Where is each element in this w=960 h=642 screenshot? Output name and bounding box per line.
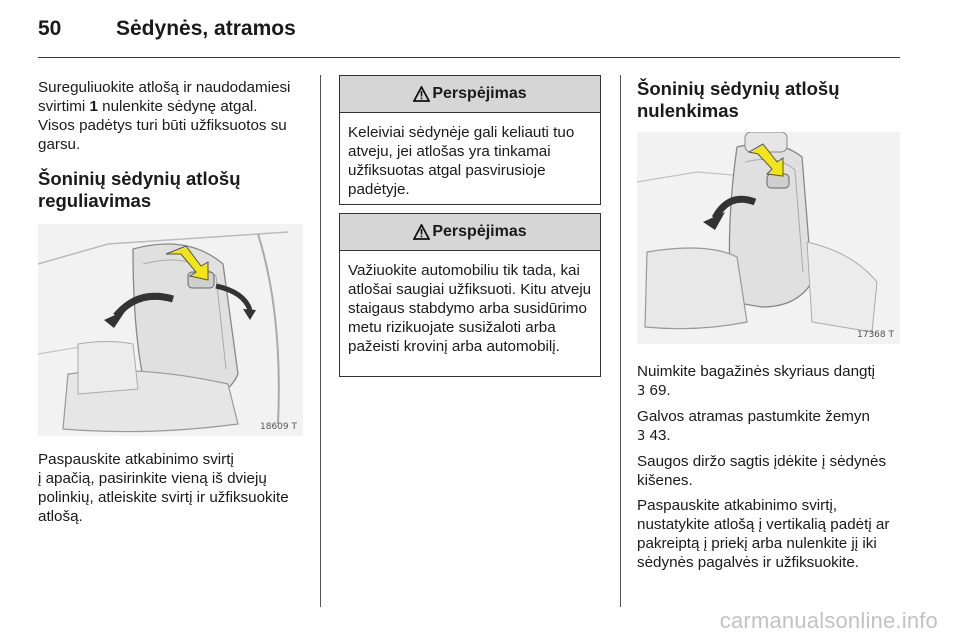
section-heading-adjustment xyxy=(38,168,308,212)
warning-title: Perspėjimas xyxy=(432,85,527,102)
header-rule xyxy=(38,57,900,58)
instruction-paragraph xyxy=(637,362,905,401)
heading-line-1: Šoninių sėdynių atlošų xyxy=(38,168,241,189)
seat-fold-illustration xyxy=(637,132,900,344)
figure-seat-recline xyxy=(38,224,303,436)
page-reference[interactable]: 69. xyxy=(649,382,671,399)
instruction-paragraph: Paspauskite atkabinimo svirtį, nustatykite atlošą į vertikalią padėtį ar pakreiptą į priekį arba nulenkite jį iki sėdynės pagalvės ir užfiksuokite. xyxy=(637,497,890,571)
heading-line-1: Šoninių sėdynių atlošų xyxy=(637,78,840,99)
figure-code: 17368 T xyxy=(857,330,894,340)
page-number: 50 xyxy=(38,17,62,40)
column-divider-right xyxy=(620,75,621,607)
section-heading-folding xyxy=(637,78,905,122)
warning-header xyxy=(340,76,600,113)
intro-text-part-2: nulenkite sėdynę atgal. xyxy=(97,98,258,115)
column-divider-left xyxy=(320,75,321,607)
warning-header xyxy=(340,214,600,251)
instruction-text: Galvos atramas pastumkite žemyn xyxy=(637,408,870,425)
page-ref-symbol: 3 xyxy=(637,384,646,399)
heading-line-2: reguliavimas xyxy=(38,190,152,211)
warning-text: Važiuokite automobiliu tik tada, kai atlošai saugiai užfiksuoti. Kitu atveju staigaus stabdymo arba susidūrimo metu rizikuojate susižaloti arba pažeisti krovinį arba automobilį. xyxy=(348,262,592,355)
instructions-list xyxy=(637,362,905,572)
intro-text-part-1: Sureguliuokite atlošą ir naudodamiesi svirtimi xyxy=(38,79,291,115)
column-1 xyxy=(38,78,308,526)
caption-line-1: Paspauskite atkabinimo svirtį xyxy=(38,451,234,468)
heading-line-2: nulenkimas xyxy=(637,100,739,121)
caption-paragraph: į apačią, pasirinkite vieną iš dviejų polinkių, atleiskite svirtį ir užfiksuokite atlošą. xyxy=(38,470,289,525)
intro-paragraph-2: Visos padėtys turi būti užfiksuotos su garsu. xyxy=(38,117,287,153)
page-ref-symbol: 3 xyxy=(637,429,646,444)
warning-box-2 xyxy=(339,213,601,377)
warning-text: Keleiviai sėdynėje gali keliauti tuo atveju, jei atlošas yra tinkamai užfiksuotas atgal pasvirusioje padėtyje. xyxy=(348,124,575,198)
seat-recline-illustration xyxy=(38,224,303,436)
lever-number: 1 xyxy=(89,98,98,115)
intro-paragraph xyxy=(38,78,308,116)
figure-code: 18609 T xyxy=(260,422,297,432)
warning-triangle-icon xyxy=(413,86,430,102)
warning-triangle-icon xyxy=(413,224,430,240)
column-3 xyxy=(637,78,905,572)
warning-title: Perspėjimas xyxy=(432,223,527,240)
warning-box-1 xyxy=(339,75,601,205)
figure-seat-fold xyxy=(637,132,900,344)
instruction-paragraph xyxy=(637,407,905,446)
watermark: carmanualsonline.info xyxy=(719,608,938,633)
instruction-text: Nuimkite bagažinės skyriaus dangtį xyxy=(637,363,876,380)
instruction-paragraph: Saugos diržo sagtis įdėkite į sėdynės kišenes. xyxy=(637,453,887,489)
page-reference[interactable]: 43. xyxy=(649,427,671,444)
page-title: Sėdynės, atramos xyxy=(116,17,296,40)
